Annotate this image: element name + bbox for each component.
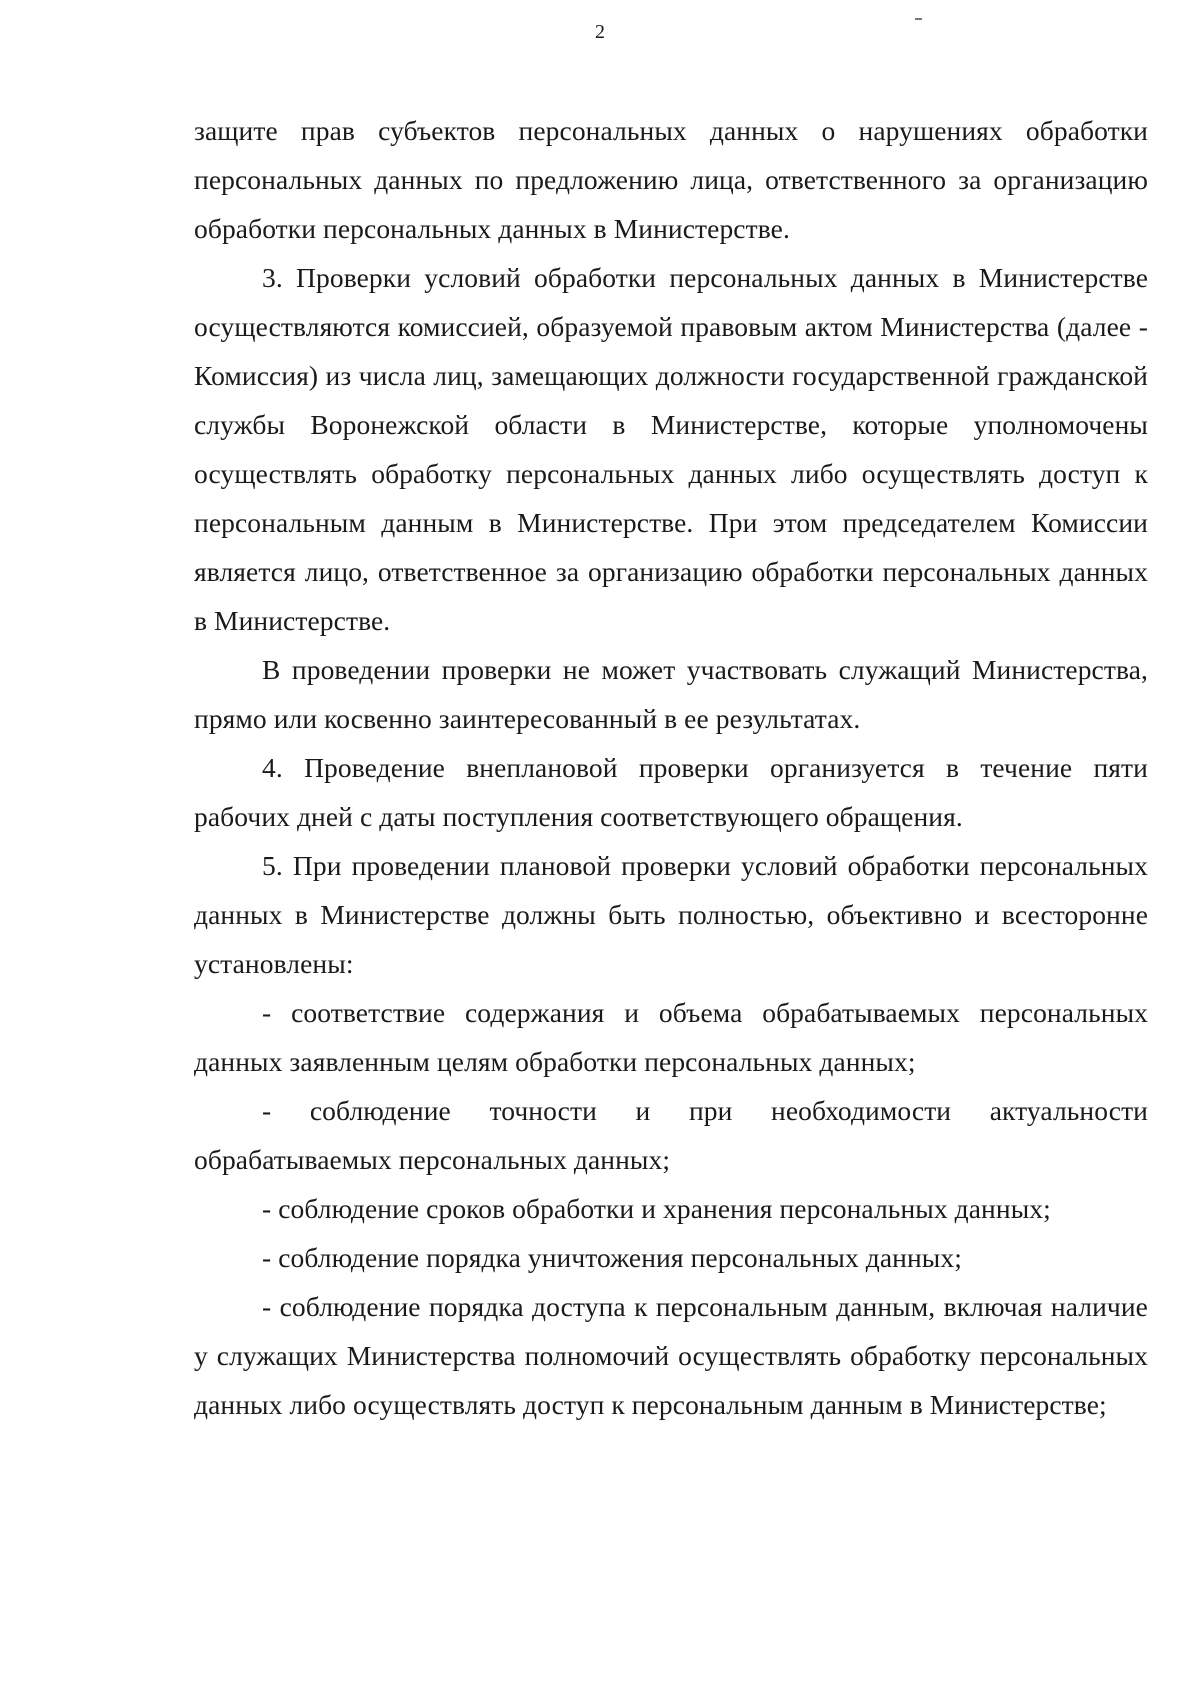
scan-artifact-mark bbox=[915, 18, 922, 20]
list-item-destruction-order: - соблюдение порядка уничтожения персональных данных; bbox=[262, 1242, 962, 1273]
paragraph-item-3: 3. Проверки условий обработки персональных данных в Министерстве осуществляются комиссией, образуемой правовым актом Министерства (далее - Комиссия) из числа лиц, замещающих должности государственной гражданской службы Воронежской области в Министерстве, которые уполномочены осуществлять обработку персональных данных либо осуществлять доступ к персональным данным в Министерстве. При этом председателем Комиссии является лицо, ответственное за организацию обработки персональных данных в Министерстве. bbox=[194, 262, 1148, 636]
paragraph-conflict-of-interest: В проведении проверки не может участвовать служащий Министерства, прямо или косвенно заинтересованный в ее результатах. bbox=[194, 654, 1148, 734]
paragraph-item-4: 4. Проведение внеплановой проверки организуется в течение пяти рабочих дней с даты поступления соответствующего обращения. bbox=[194, 752, 1148, 832]
document-body bbox=[194, 106, 1148, 1429]
page-number: 2 bbox=[595, 21, 605, 43]
paragraph-continuation: защите прав субъектов персональных данных о нарушениях обработки персональных данных по предложению лица, ответственного за организацию обработки персональных данных в Министерстве. bbox=[194, 115, 1148, 244]
paragraph-item-5: 5. При проведении плановой проверки условий обработки персональных данных в Министерстве должны быть полностью, объективно и всесторонне установлены: bbox=[194, 850, 1148, 979]
list-item-content-compliance: - соответствие содержания и объема обрабатываемых персональных данных заявленным целям обработки персональных данных; bbox=[194, 997, 1148, 1077]
list-item-access-order: - соблюдение порядка доступа к персональным данным, включая наличие у служащих Министерства полномочий осуществлять обработку персональных данных либо осуществлять доступ к персональным данным в Министерстве; bbox=[194, 1291, 1148, 1420]
list-item-storage-terms: - соблюдение сроков обработки и хранения персональных данных; bbox=[262, 1193, 1051, 1224]
list-item-accuracy: - соблюдение точности и при необходимости актуальности обрабатываемых персональных данных; bbox=[194, 1095, 1148, 1175]
